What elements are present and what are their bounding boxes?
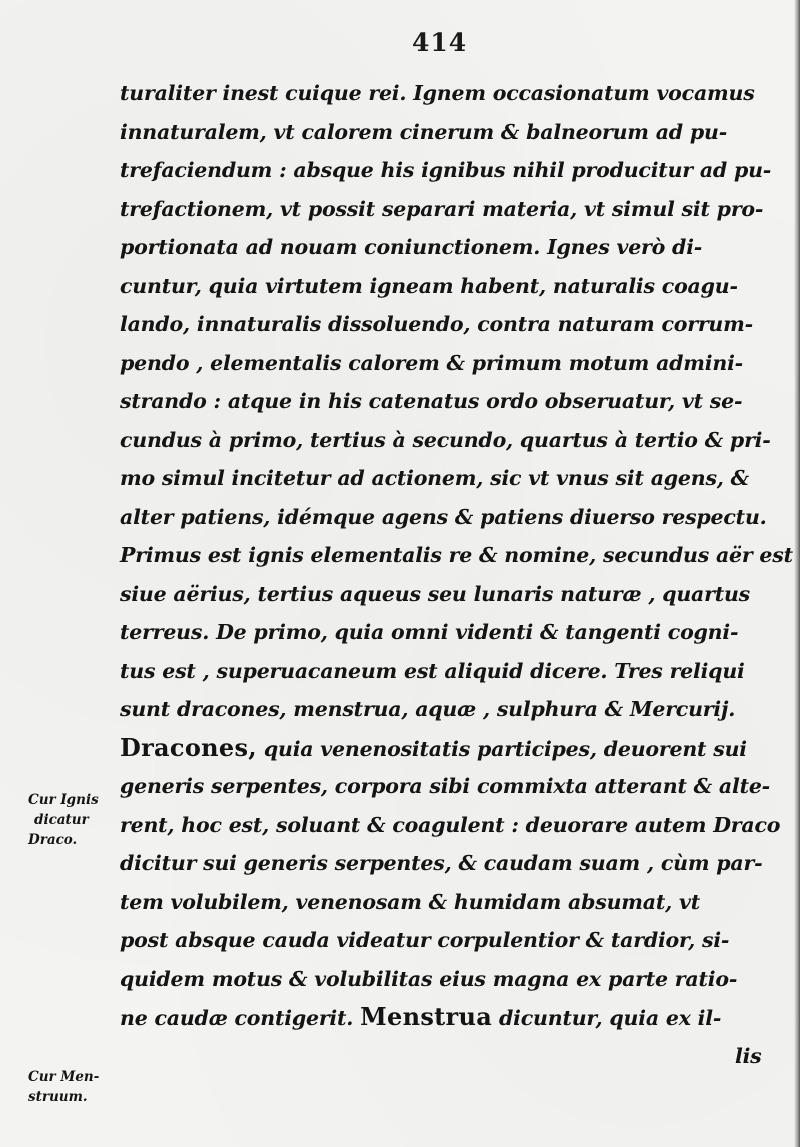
- text-line: alter patiens, idémque agens & patiens diuerso respectu.: [120, 504, 767, 529]
- text-line: tem volubilem, venenosam & humidam absumat, vt: [120, 889, 701, 914]
- text-line: lando, innaturalis dissoluendo, contra naturam corrum-: [120, 312, 753, 336]
- text-line: tus est , superuacaneum est aliquid dicere. Tres reliqui: [120, 658, 745, 683]
- margin-note-line: Draco.: [28, 832, 78, 848]
- text-line: terreus. De primo, quia omni videnti & tangenti cogni-: [120, 620, 739, 644]
- text-line-dracones: [120, 729, 770, 768]
- text-line: cuntur, quia virtutem igneam habent, naturalis coagu-: [120, 273, 738, 298]
- text-line: pendo , elementalis calorem & primum motum admini-: [120, 350, 743, 375]
- dracones-rest: quia venenositatis participes, deuorent sui: [256, 736, 747, 761]
- dracones-heading: Dracones,: [120, 732, 257, 762]
- text-line-menstrua: [120, 998, 770, 1037]
- page-number: 414: [412, 28, 468, 57]
- margin-note-line: Cur Ignis: [28, 792, 99, 808]
- text-line: cundus à primo, tertius à secundo, quartus à tertio & pri-: [120, 427, 771, 452]
- text-line: Primus est ignis elementalis re & nomine, secundus aër est: [120, 543, 793, 567]
- text-line: siue aërius, tertius aqueus seu lunaris naturæ , quartus: [120, 581, 751, 606]
- text-line: quidem motus & volubilitas eius magna ex parte ratio-: [120, 966, 738, 991]
- margin-note-line: struum.: [28, 1089, 88, 1105]
- text-line: dicitur sui generis serpentes, & caudam suam , cùm par-: [120, 851, 763, 875]
- text-line: trefactionem, vt possit separari materia, vt simul sit pro-: [120, 196, 764, 221]
- text-line: strando : atque in his catenatus ordo obseruatur, vt se-: [120, 389, 743, 413]
- margin-note-line: dicatur: [34, 812, 89, 828]
- text-line: sunt dracones, menstrua, aquæ , sulphura & Mercurij.: [120, 697, 736, 721]
- text-line: portionata ad nouam coniunctionem. Ignes verò di-: [120, 235, 703, 259]
- menstrua-after: dicuntur, quia ex il-: [492, 1006, 722, 1030]
- text-line: turaliter inest cuique rei. Ignem occasionatum vocamus: [120, 81, 755, 105]
- text-line: trefaciendum : absque his ignibus nihil producitur ad pu-: [120, 158, 772, 182]
- margin-note-draco: [28, 790, 120, 850]
- text-line: mo simul incitetur ad actionem, sic vt vnus sit agens, &: [120, 466, 749, 490]
- text-line-last: lis: [735, 1043, 762, 1068]
- margin-note-menstruum: [28, 1067, 120, 1107]
- text-line: innaturalem, vt calorem cinerum & balneorum ad pu-: [120, 119, 728, 144]
- page-edge-shadow: [794, 0, 800, 1147]
- margin-note-line: Cur Men-: [28, 1069, 100, 1085]
- menstrua-before: ne caudæ contigerit.: [120, 1006, 361, 1030]
- text-line: rent, hoc est, soluant & coagulent : deuorare autem Draco: [120, 812, 781, 837]
- menstrua-heading: Menstrua: [360, 1002, 493, 1031]
- body-text: [120, 74, 793, 1075]
- text-line: generis serpentes, corpora sibi commixta atterant & alte-: [120, 774, 770, 798]
- text-line: post absque cauda videatur corpulentior & tardior, si-: [120, 928, 730, 952]
